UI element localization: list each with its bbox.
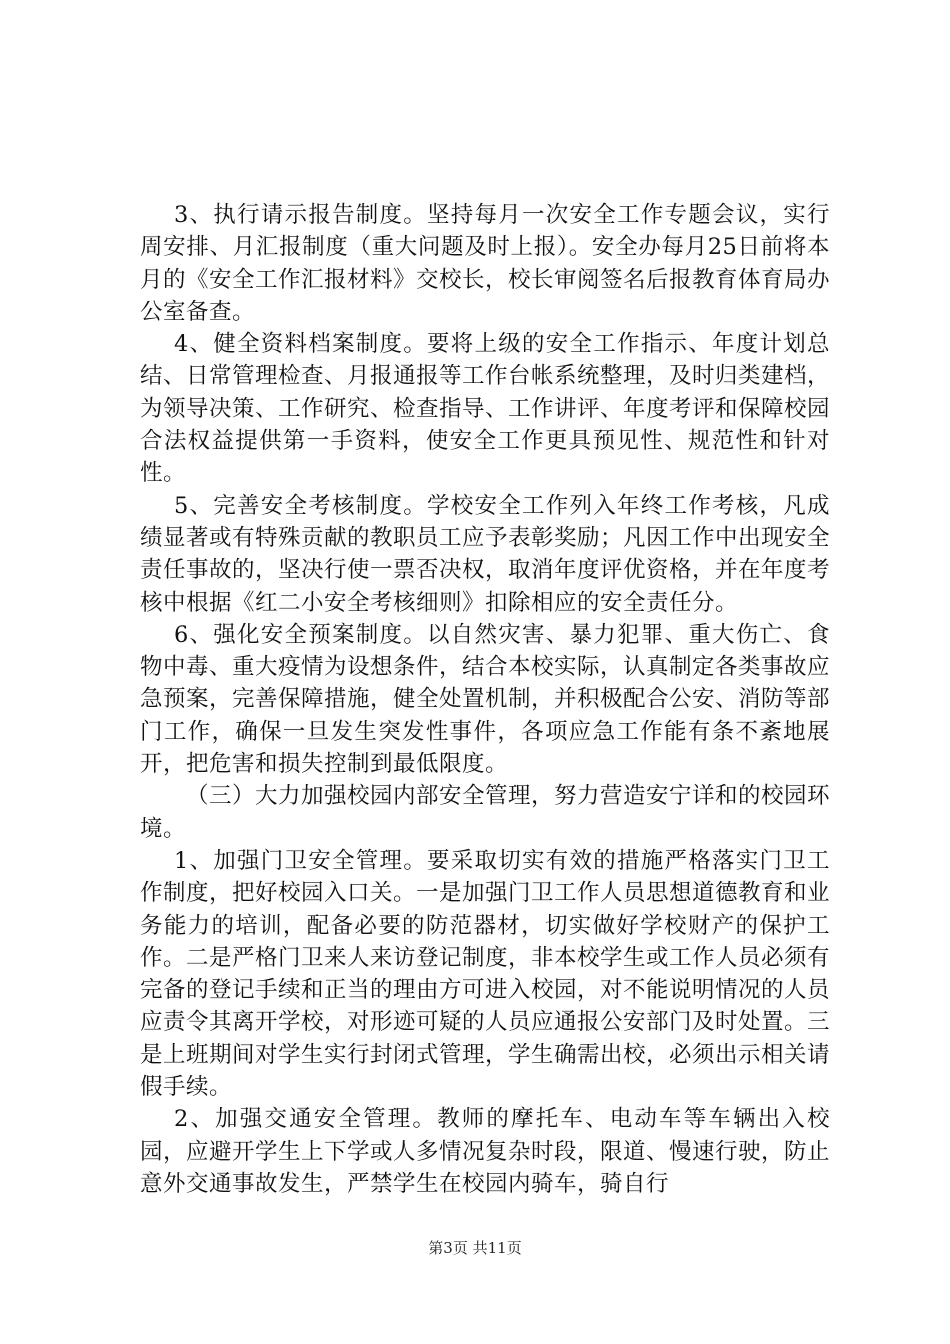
paragraph-reporting-system: 3、执行请示报告制度。坚持每月一次安全工作专题会议，实行周安排、月汇报制度（重大问题及时上报）。安全办每月25日前将本月的《安全工作汇报材料》交校长，校长审阅签名后报教育体育局办公室备查。 [140,202,831,325]
paragraph-traffic-safety: 2、加强交通安全管理。教师的摩托车、电动车等车辆出入校园，应避开学生上下学或人多情况复杂时段，限道、慢速行驶，防止意外交通事故发生，严禁学生在校园内骑车，骑自行 [140,1106,831,1197]
section-heading-campus-safety: （三）大力加强校园内部安全管理，努力营造安宁详和的校园环境。 [140,783,831,842]
paragraph-gate-security: 1、加强门卫安全管理。要采取切实有效的措施严格落实门卫工作制度，把好校园入口关。一是加强门卫工作人员思想道德教育和业务能力的培训，配备必要的防范器材，切实做好学校财产的保护工作。二是严格门卫来人来访登记制度，非本校学生或工作人员必须有完备的登记手续和正当的理由方可进入校园，对不能说明情况的人员应责令其离开学校，对形迹可疑的人员应通报公安部门及时处置。三是上班期间对学生实行封闭式管理，学生确需出校，必须出示相关请假手续。 [140,847,831,1101]
document-body [140,199,830,1200]
paragraph-emergency-plan: 6、强化安全预案制度。以自然灾害、暴力犯罪、重大伤亡、食物中毒、重大疫情为设想条件，结合本校实际，认真制定各类事故应急预案，完善保障措施，健全处置机制，并积极配合公安、消防等部门工作，确保一旦发生突发性事件，各项应急工作能有条不紊地展开，把危害和损失控制到最低限度。 [140,621,831,778]
page-number-footer: 第3页 共11页 [428,1239,522,1257]
paragraph-archive-system: 4、健全资料档案制度。要将上级的安全工作指示、年度计划总结、日常管理检查、月报通报等工作台帐系统整理，及时归类建档，为领导决策、工作研究、检查指导、工作讲评、年度考评和保障校园合法权益提供第一手资料，使安全工作更具预见性、规范性和针对性。 [140,331,831,487]
paragraph-assessment-system: 5、完善安全考核制度。学校安全工作列入年终工作考核，凡成绩显著或有特殊贡献的教职员工应予表彰奖励；凡因工作中出现安全责任事故的，坚决行使一票否决权，取消年度评优资格，并在年度考核中根据《红二小安全考核细则》扣除相应的安全责任分。 [140,492,831,616]
